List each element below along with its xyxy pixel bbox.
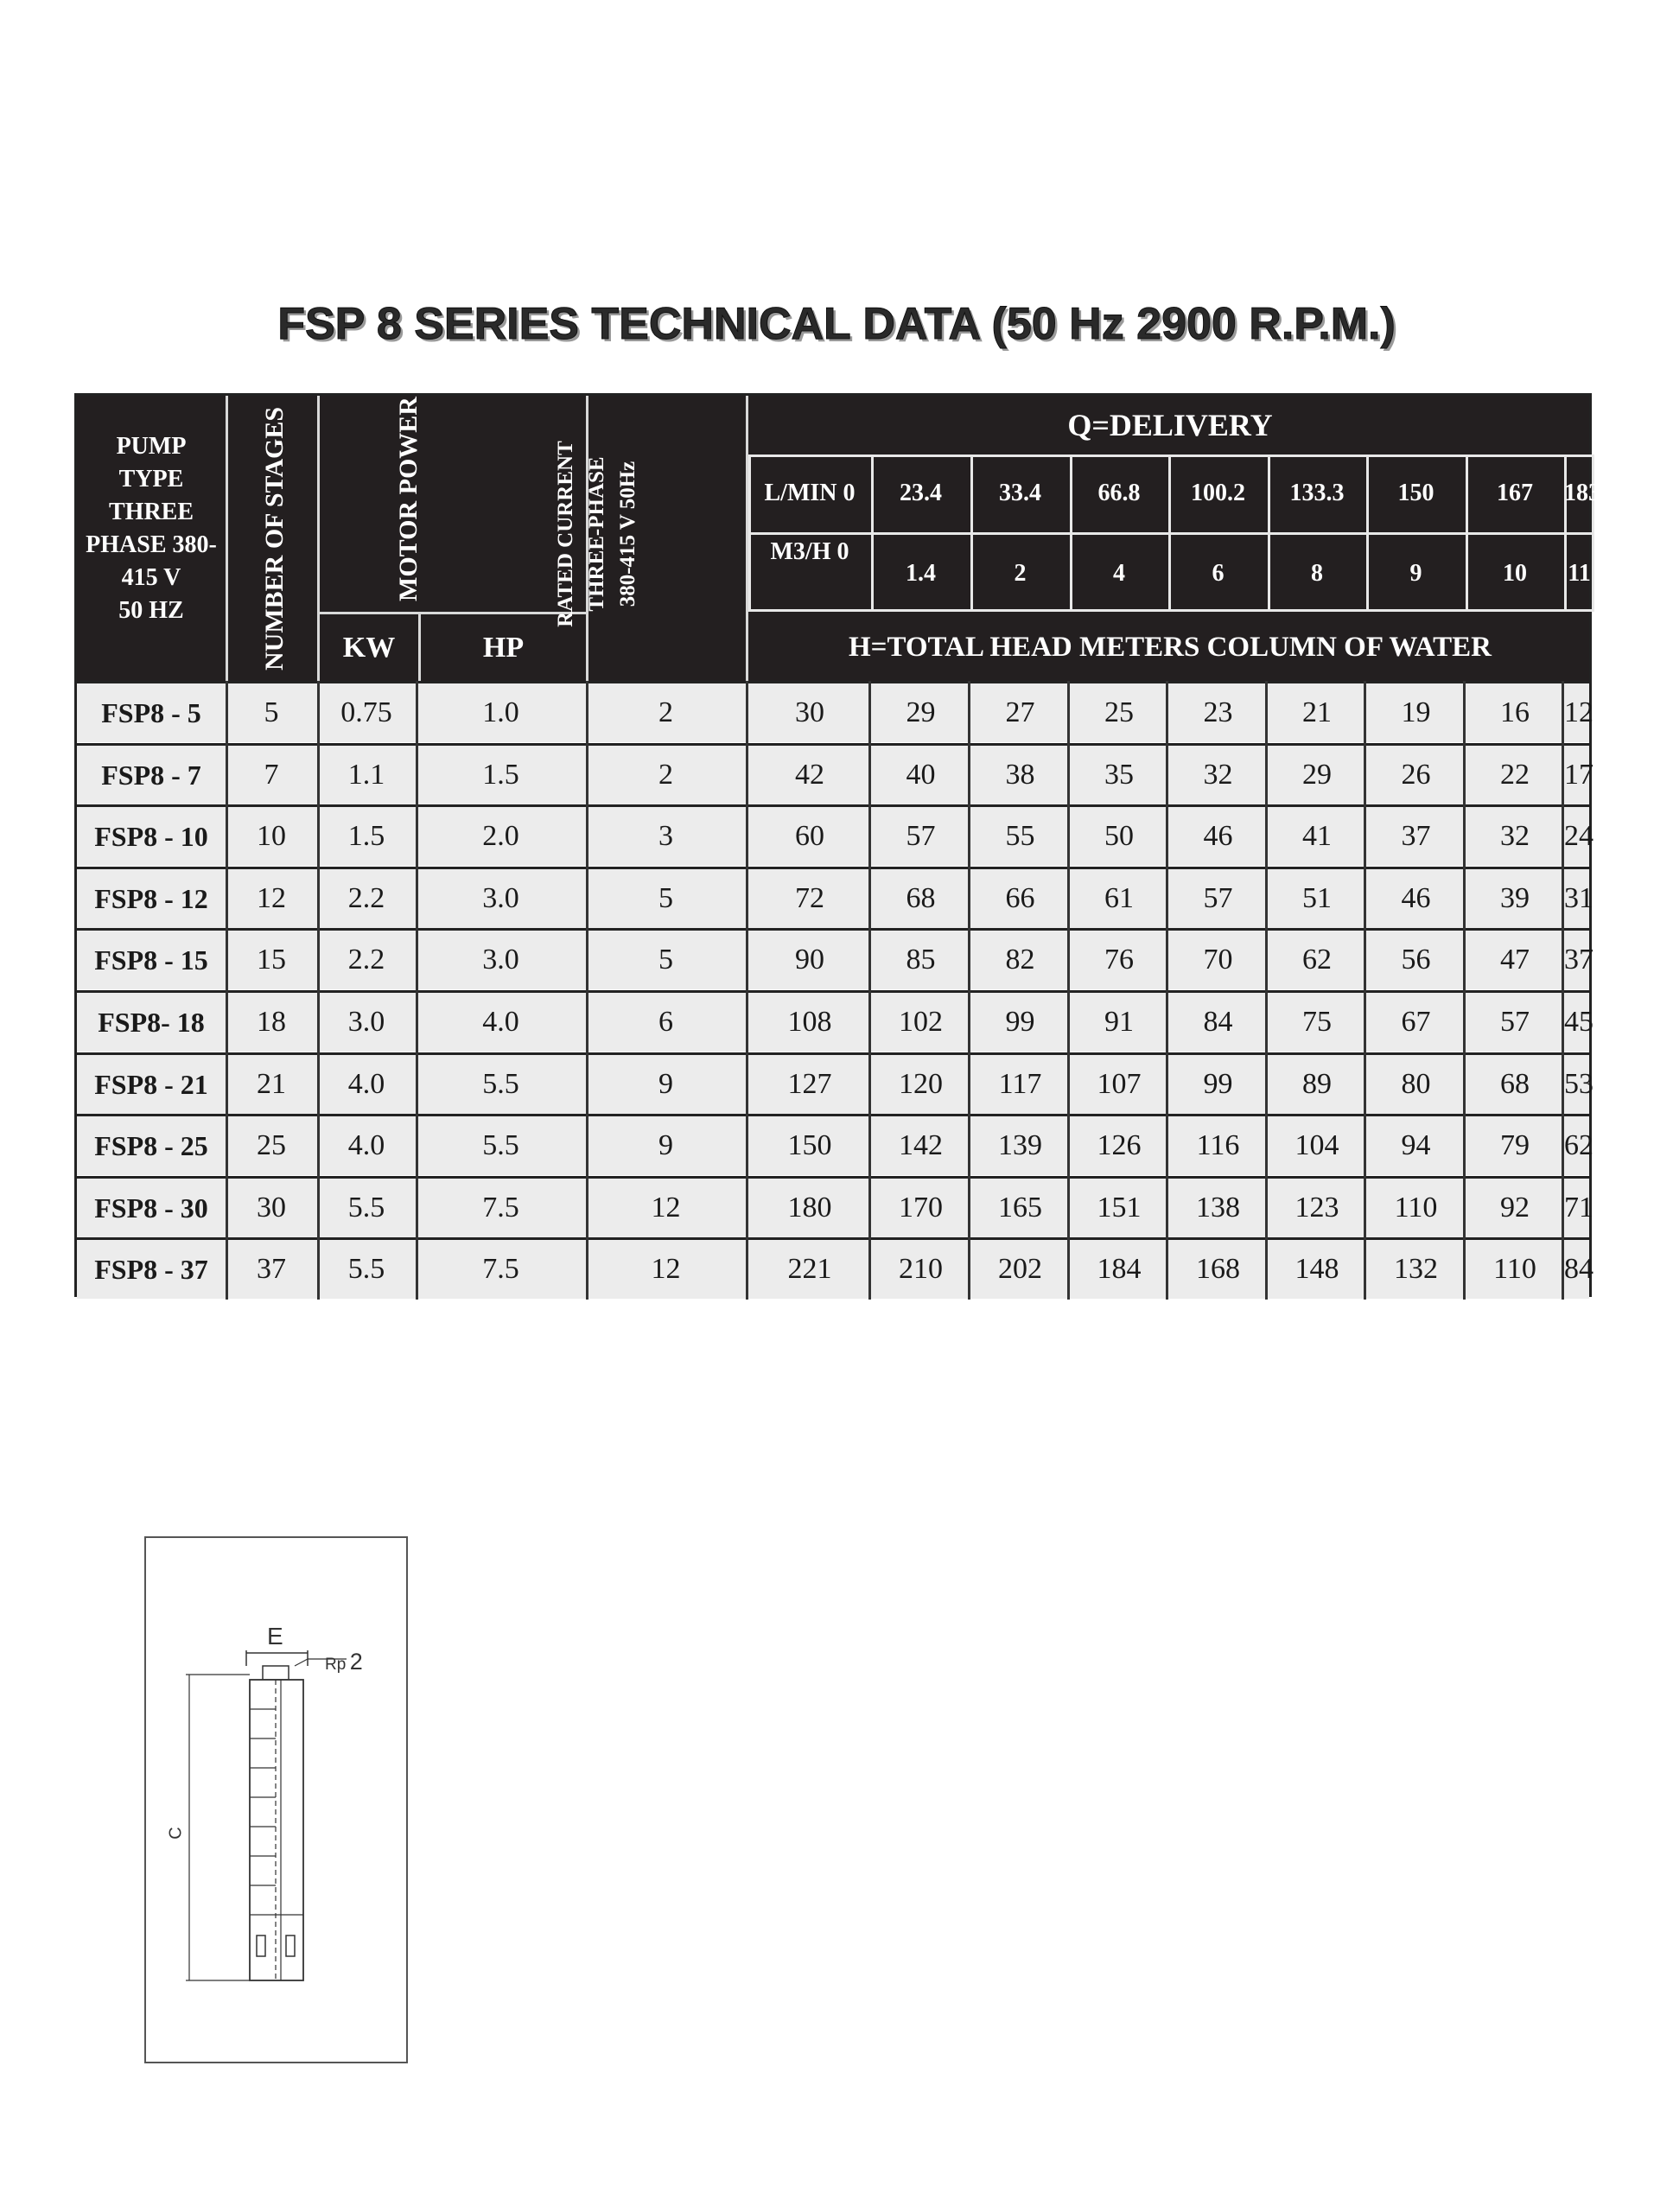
head-cell: 57 <box>906 820 936 853</box>
head-cell: 67 <box>1401 1006 1431 1038</box>
head-cell: 127 <box>787 1067 832 1100</box>
divider <box>226 396 228 681</box>
head-cell: 76 <box>1104 944 1134 976</box>
head-cell: 66 <box>1005 881 1035 914</box>
pump-type-cell: FSP8 - 12 <box>94 882 208 914</box>
head-cell: 202 <box>998 1253 1042 1286</box>
pump-type-line: PUMP <box>116 433 187 460</box>
head-cell: 110 <box>1394 1191 1438 1224</box>
head-cell: 107 <box>1097 1067 1142 1100</box>
head-cell: 120 <box>899 1067 943 1100</box>
head-cell: 24 <box>1564 820 1593 853</box>
table-row <box>77 928 1593 989</box>
column-divider <box>416 681 418 1300</box>
head-cell: 57 <box>1203 881 1233 914</box>
stages-cell: 30 <box>257 1191 286 1224</box>
motor-power-header: MOTOR POWER <box>394 397 423 601</box>
current-cell: 9 <box>658 1067 673 1100</box>
head-cell: 31 <box>1564 881 1593 914</box>
head-cell: 50 <box>1104 820 1134 853</box>
current-cell: 3 <box>658 820 673 853</box>
current-cell: 12 <box>651 1253 681 1286</box>
head-cell: 42 <box>795 758 824 791</box>
m3h-value: 8 <box>1311 560 1323 587</box>
head-cell: 62 <box>1302 944 1332 976</box>
head-cell: 89 <box>1302 1067 1332 1100</box>
hp-header: HP <box>482 632 525 664</box>
current-cell: 12 <box>651 1191 681 1224</box>
pump-type-cell: FSP8 - 15 <box>94 944 208 976</box>
head-cell: 148 <box>1295 1253 1339 1286</box>
hp-cell: 3.0 <box>482 881 519 914</box>
column-divider <box>1265 681 1268 1300</box>
technical-data-table <box>74 393 1619 1297</box>
kw-header: KW <box>342 632 396 664</box>
rated-current-line: RATED CURRENT <box>554 441 577 627</box>
head-cell: 26 <box>1401 758 1431 791</box>
head-cell: 82 <box>1005 944 1035 976</box>
hp-cell: 7.5 <box>482 1253 519 1286</box>
pump-type-cell: FSP8 - 7 <box>101 759 201 791</box>
head-header: H=TOTAL HEAD METERS COLUMN OF WATER <box>849 632 1492 663</box>
head-cell: 62 <box>1564 1129 1593 1162</box>
head-cell: 92 <box>1500 1191 1530 1224</box>
column-divider <box>226 681 228 1300</box>
stages-cell: 15 <box>257 944 286 976</box>
motor-power-box <box>320 396 586 612</box>
head-cell: 168 <box>1196 1253 1240 1286</box>
pump-type-line: THREE <box>108 499 194 525</box>
column-divider <box>1067 681 1070 1300</box>
head-cell: 123 <box>1295 1191 1339 1224</box>
head-cell: 17 <box>1564 758 1593 791</box>
pump-type-line: PHASE 380- <box>86 531 217 558</box>
head-cell: 142 <box>899 1129 943 1162</box>
head-cell: 55 <box>1005 820 1035 853</box>
dimension-e-label: E <box>267 1623 283 1649</box>
hp-cell: 1.0 <box>482 696 519 728</box>
lmin-value: 66.8 <box>1097 480 1141 506</box>
column-divider <box>317 681 320 1300</box>
pump-type-cell: FSP8 - 30 <box>94 1192 208 1224</box>
head-cell: 25 <box>1104 696 1134 728</box>
pump-type-cell: FSP8 - 25 <box>94 1130 208 1162</box>
head-cell: 21 <box>1302 696 1332 728</box>
head-cell: 72 <box>795 881 824 914</box>
lmin-value: 150 <box>1397 480 1434 506</box>
stages-cell: 18 <box>257 1006 286 1038</box>
column-divider <box>1166 681 1168 1300</box>
head-cell: 85 <box>906 944 936 976</box>
m3h-value: 6 <box>1212 560 1225 587</box>
head-cell: 41 <box>1302 820 1332 853</box>
head-cell: 80 <box>1401 1067 1431 1100</box>
head-cell: 132 <box>1394 1253 1438 1286</box>
pump-dimension-drawing <box>144 1536 408 2063</box>
head-cell: 102 <box>899 1006 943 1038</box>
pump-type-cell: FSP8 - 5 <box>101 697 201 728</box>
head-cell: 32 <box>1203 758 1233 791</box>
head-cell: 16 <box>1500 696 1530 728</box>
head-cell: 61 <box>1104 881 1134 914</box>
kw-cell: 0.75 <box>340 696 392 728</box>
head-cell: 22 <box>1500 758 1530 791</box>
pump-type-cell: FSP8 - 10 <box>94 821 208 853</box>
current-cell: 5 <box>658 881 673 914</box>
head-cell: 32 <box>1500 820 1530 853</box>
lmin-label: L/MIN 0 <box>764 480 856 506</box>
table-row <box>77 1176 1593 1237</box>
rp-label <box>325 1649 363 1675</box>
kw-cell: 2.2 <box>347 944 385 976</box>
stages-header: NUMBER OF STAGES <box>260 406 289 671</box>
head-cell: 79 <box>1500 1129 1530 1162</box>
head-cell: 12 <box>1564 696 1593 728</box>
current-cell: 2 <box>658 696 673 728</box>
head-cell: 221 <box>787 1253 832 1286</box>
table-row <box>77 1052 1593 1114</box>
head-cell: 40 <box>906 758 936 791</box>
head-cell: 70 <box>1203 944 1233 976</box>
head-cell: 29 <box>1302 758 1332 791</box>
lmin-value: 100.2 <box>1191 480 1245 506</box>
current-cell: 2 <box>658 758 673 791</box>
pump-type-line: TYPE <box>118 466 184 493</box>
head-cell: 19 <box>1401 696 1431 728</box>
table-row <box>77 804 1593 866</box>
pump-type-line: 50 HZ <box>118 597 184 624</box>
hp-cell: 4.0 <box>482 1006 519 1038</box>
column-divider <box>868 681 871 1300</box>
head-cell: 23 <box>1203 696 1233 728</box>
stages-cell: 5 <box>264 696 279 728</box>
head-cell: 30 <box>795 696 824 728</box>
table-row <box>77 681 1593 742</box>
head-cell: 104 <box>1295 1129 1339 1162</box>
current-cell: 6 <box>658 1006 673 1038</box>
head-cell: 184 <box>1097 1253 1142 1286</box>
pump-diagram-icon <box>146 1538 406 2062</box>
head-cell: 51 <box>1302 881 1332 914</box>
kw-cell: 3.0 <box>347 1006 385 1038</box>
table-row <box>77 1114 1593 1175</box>
stages-cell: 12 <box>257 881 286 914</box>
kw-cell: 2.2 <box>347 881 385 914</box>
head-cell: 56 <box>1401 944 1431 976</box>
head-cell: 47 <box>1500 944 1530 976</box>
head-cell: 170 <box>899 1191 943 1224</box>
kw-cell: 4.0 <box>347 1067 385 1100</box>
kw-cell: 1.1 <box>347 758 385 791</box>
head-cell: 84 <box>1564 1253 1593 1286</box>
hp-cell: 5.5 <box>482 1129 519 1162</box>
table-header <box>77 396 1619 681</box>
head-cell: 126 <box>1097 1129 1142 1162</box>
current-cell: 5 <box>658 944 673 976</box>
dimension-c-label: C <box>166 1827 186 1840</box>
head-cell: 84 <box>1203 1006 1233 1038</box>
head-cell: 71 <box>1564 1191 1593 1224</box>
head-cell: 57 <box>1500 1006 1530 1038</box>
pump-type-cell: FSP8 - 21 <box>94 1068 208 1100</box>
head-cell: 39 <box>1500 881 1530 914</box>
head-cell: 75 <box>1302 1006 1332 1038</box>
head-cell: 99 <box>1203 1067 1233 1100</box>
head-cell: 150 <box>787 1129 832 1162</box>
table-row <box>77 990 1593 1052</box>
head-cell: 99 <box>1005 1006 1035 1038</box>
head-cell: 165 <box>998 1191 1042 1224</box>
head-cell: 27 <box>1005 696 1035 728</box>
head-cell: 35 <box>1104 758 1134 791</box>
kw-cell: 4.0 <box>347 1129 385 1162</box>
head-cell: 151 <box>1097 1191 1142 1224</box>
stages-cell: 25 <box>257 1129 286 1162</box>
head-cell: 38 <box>1005 758 1035 791</box>
column-divider <box>746 681 748 1300</box>
hp-cell: 7.5 <box>482 1191 519 1224</box>
head-cell: 94 <box>1401 1129 1431 1162</box>
head-cell: 68 <box>1500 1067 1530 1100</box>
current-cell: 9 <box>658 1129 673 1162</box>
lmin-value: 167 <box>1497 480 1533 506</box>
m3h-value: 4 <box>1113 560 1125 587</box>
rated-current-header <box>550 413 644 655</box>
head-cell: 68 <box>906 881 936 914</box>
rp-label-text: Rp <box>325 1656 347 1674</box>
head-cell: 37 <box>1401 820 1431 853</box>
head-cell: 29 <box>906 696 936 728</box>
pump-type-line: 415 V <box>121 564 181 591</box>
stages-cell: 37 <box>257 1253 286 1286</box>
head-cell: 139 <box>998 1129 1042 1162</box>
pump-type-header <box>77 430 226 627</box>
stages-cell: 21 <box>257 1067 286 1100</box>
head-cell: 138 <box>1196 1191 1240 1224</box>
column-divider <box>968 681 970 1300</box>
head-cell: 210 <box>899 1253 943 1286</box>
hp-cell: 1.5 <box>482 758 519 791</box>
head-cell: 45 <box>1564 1006 1593 1038</box>
column-divider <box>1364 681 1366 1300</box>
kw-cell: 1.5 <box>347 820 385 853</box>
rated-current-line: 380-415 V 50Hz <box>616 461 639 607</box>
lmin-value: 183.7 <box>1564 480 1619 506</box>
hp-cell: 3.0 <box>482 944 519 976</box>
m3h-value: 11 <box>1568 560 1591 587</box>
pump-type-cell: FSP8- 18 <box>98 1007 205 1038</box>
head-cell: 110 <box>1493 1253 1536 1286</box>
m3h-value: 10 <box>1503 560 1527 587</box>
pump-type-cell: FSP8 - 37 <box>94 1254 208 1286</box>
lmin-value: 33.4 <box>999 480 1041 506</box>
column-divider <box>1463 681 1466 1300</box>
page-title: FSP 8 SERIES TECHNICAL DATA (50 Hz 2900 R.P.M.) <box>277 299 1396 349</box>
head-cell: 53 <box>1564 1067 1593 1100</box>
m3h-value: 2 <box>1014 560 1027 587</box>
m3h-value: 9 <box>1409 560 1422 587</box>
hp-cell: 5.5 <box>482 1067 519 1100</box>
head-cell: 37 <box>1564 944 1593 976</box>
table-row <box>77 743 1593 804</box>
head-cell: 46 <box>1401 881 1431 914</box>
lmin-value: 23.4 <box>900 480 942 506</box>
head-cell: 117 <box>998 1067 1042 1100</box>
head-cell: 46 <box>1203 820 1233 853</box>
rated-current-line: THREE-PHASE <box>585 456 608 612</box>
delivery-header: Q=DELIVERY <box>1067 408 1273 442</box>
table-row <box>77 867 1593 928</box>
stages-cell: 7 <box>264 758 279 791</box>
head-cell: 60 <box>795 820 824 853</box>
head-cell: 180 <box>787 1191 832 1224</box>
kw-cell: 5.5 <box>347 1191 385 1224</box>
kw-cell: 5.5 <box>347 1253 385 1286</box>
lmin-value: 133.3 <box>1289 480 1345 506</box>
head-cell: 116 <box>1196 1129 1240 1162</box>
head-cell: 91 <box>1104 1006 1134 1038</box>
column-divider <box>1562 681 1564 1300</box>
head-cell: 90 <box>795 944 824 976</box>
rp-size-text: 2 <box>349 1649 363 1675</box>
column-divider <box>586 681 588 1300</box>
stages-cell: 10 <box>257 820 286 853</box>
table-row <box>77 1237 1593 1299</box>
m3h-value: 1.4 <box>906 560 936 587</box>
head-cell: 108 <box>787 1006 832 1038</box>
m3h-label: M3/H 0 <box>770 538 849 565</box>
hp-cell: 2.0 <box>482 820 519 853</box>
